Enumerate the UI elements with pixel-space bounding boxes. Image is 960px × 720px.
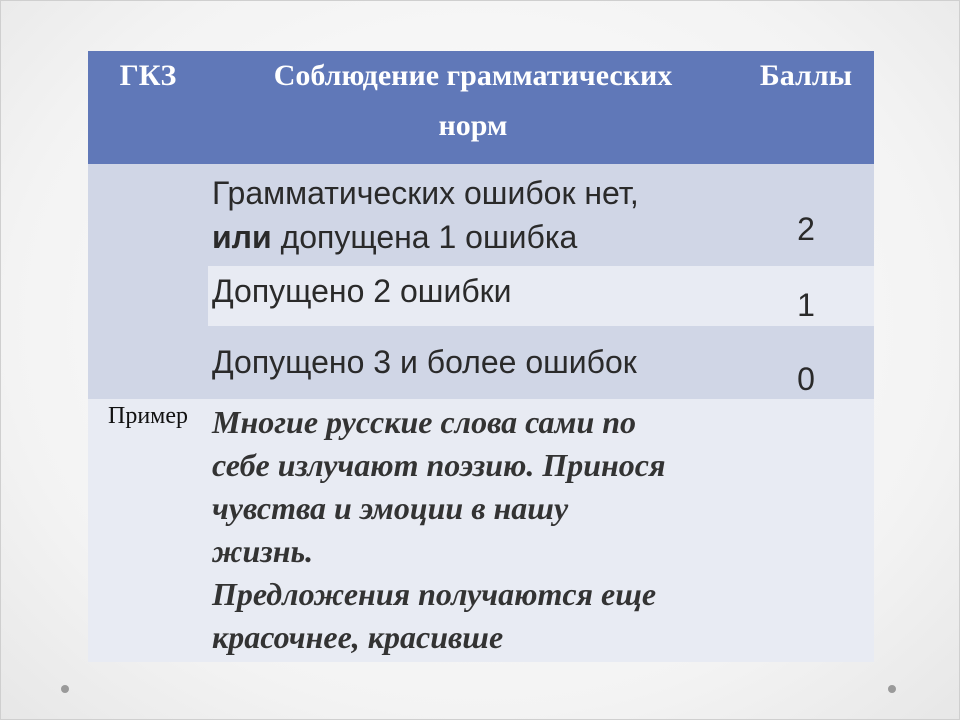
header-gkz-label: ГКЗ bbox=[119, 59, 177, 92]
header-criterion-line1: Соблюдение грамматических bbox=[273, 59, 673, 92]
example-label-cell bbox=[88, 399, 208, 662]
example-label: Пример bbox=[107, 403, 188, 429]
example-line: красочнее, красивше bbox=[212, 619, 504, 655]
example-line: Многие русские слова сами по bbox=[212, 404, 637, 440]
row1-line1: Грамматических ошибок нет, bbox=[212, 175, 639, 211]
header-gkz bbox=[88, 51, 208, 164]
header-score bbox=[738, 51, 874, 164]
row3-score: 0 bbox=[797, 361, 815, 397]
example-score-cell bbox=[738, 399, 874, 662]
example-line: Предложения получаются еще bbox=[212, 576, 657, 612]
example-line: себе излучают поэзию. Принося bbox=[212, 447, 666, 483]
row3-text: Допущено 3 и более ошибок bbox=[212, 344, 637, 380]
example-line: жизнь. bbox=[212, 533, 314, 569]
row2-score: 1 bbox=[797, 287, 815, 323]
row2-text: Допущено 2 ошибки bbox=[212, 273, 512, 309]
bullet-dot-icon bbox=[61, 685, 69, 693]
header-score-label: Баллы bbox=[759, 59, 853, 92]
row1-bold-word: или bbox=[212, 219, 272, 255]
example-line: чувства и эмоции в нашу bbox=[212, 490, 569, 526]
criteria-left-cell bbox=[88, 164, 208, 399]
row1-score: 2 bbox=[797, 211, 815, 247]
row1-line2-rest: допущена 1 ошибка bbox=[271, 219, 578, 255]
header-criterion bbox=[208, 51, 738, 164]
header-criterion-line2: норм bbox=[438, 109, 508, 142]
row1-text bbox=[212, 171, 639, 259]
example-text bbox=[212, 401, 742, 659]
bullet-dot-icon bbox=[888, 685, 896, 693]
row1-line2 bbox=[212, 215, 639, 259]
